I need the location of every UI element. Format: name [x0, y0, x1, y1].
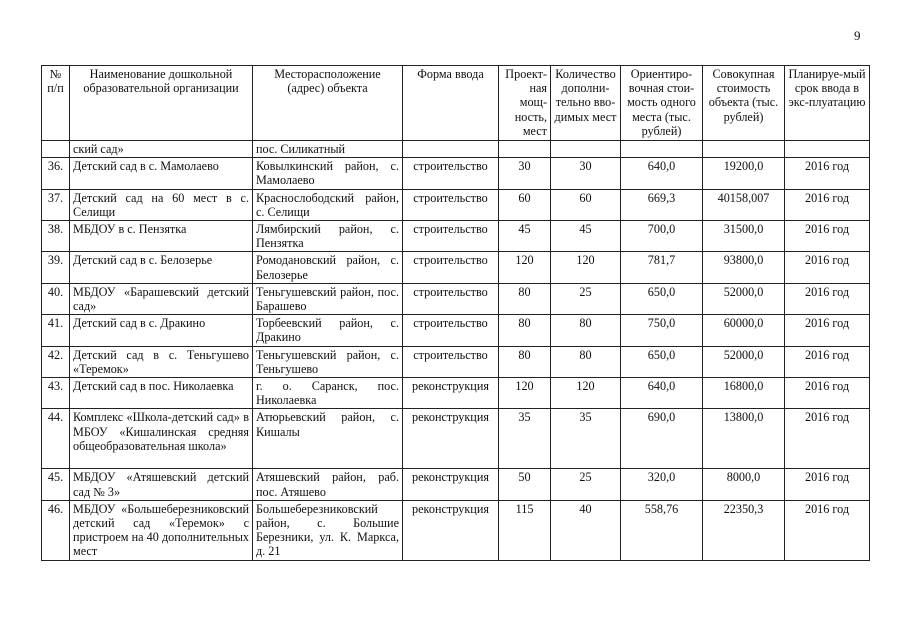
cell-total-cost: 60000,0 [703, 315, 785, 346]
cell-cost-per-place: 700,0 [621, 221, 703, 252]
cell-added: 25 [551, 283, 621, 314]
cell-cost-per-place: 690,0 [621, 409, 703, 469]
cell-num: 43. [42, 378, 70, 409]
cell-address: Торбеевский район, с. Дракино [253, 315, 403, 346]
cell-term: 2016 год [785, 315, 870, 346]
cell-term: 2016 год [785, 500, 870, 560]
cell-num: 42. [42, 346, 70, 377]
cell-term: 2016 год [785, 409, 870, 469]
cell-total-cost: 16800,0 [703, 378, 785, 409]
cell-total-cost: 19200,0 [703, 158, 785, 189]
cell-capacity: 60 [499, 189, 551, 220]
cell-name: МБДОУ «Большеберезниковский детский сад «Теремок» с пристроем на 40 дополнительных мест [70, 500, 253, 560]
cell-capacity: 30 [499, 158, 551, 189]
header-address: Месторасположение (адрес) объекта [253, 66, 403, 141]
cell-capacity: 80 [499, 315, 551, 346]
cell-form: реконструкция [403, 409, 499, 469]
cell-form: строительство [403, 221, 499, 252]
cell-added: 80 [551, 315, 621, 346]
cell-total-cost: 31500,0 [703, 221, 785, 252]
cell-cost-per-place: 320,0 [621, 469, 703, 500]
cell-address: пос. Силикатный [253, 141, 403, 158]
cell-name: Детский сад в с. Белозерье [70, 252, 253, 283]
cell-num: 40. [42, 283, 70, 314]
cell-address: Теньгушевский район, с. Теньгушево [253, 346, 403, 377]
table-row [42, 500, 870, 560]
cell-address: Большеберезниковский район, с. Большие Березники, ул. К. Маркса, д. 21 [253, 500, 403, 560]
table-row-continuation [42, 141, 870, 158]
cell-capacity: 120 [499, 252, 551, 283]
header-num: № п/п [42, 66, 70, 141]
cell-added: 120 [551, 252, 621, 283]
table-row [42, 221, 870, 252]
cell-added: 25 [551, 469, 621, 500]
kindergarten-table [41, 65, 870, 561]
table-header-row [42, 66, 870, 141]
cell-num: 45. [42, 469, 70, 500]
cell-term: 2016 год [785, 221, 870, 252]
table-row [42, 252, 870, 283]
cell-cost-per-place: 640,0 [621, 158, 703, 189]
page-number: 9 [854, 28, 861, 43]
cell-added: 40 [551, 500, 621, 560]
cell-form: строительство [403, 315, 499, 346]
header-name: Наименование дошкольной образовательной организации [70, 66, 253, 141]
cell-term: 2016 год [785, 252, 870, 283]
cell-term: 2016 год [785, 346, 870, 377]
cell-address: Лямбирский район, с. Пензятка [253, 221, 403, 252]
cell-added: 35 [551, 409, 621, 469]
header-term: Планируе-мый срок ввода в экс-плуатацию [785, 66, 870, 141]
header-form: Форма ввода [403, 66, 499, 141]
cell-num: 46. [42, 500, 70, 560]
table-row [42, 189, 870, 220]
cell-form: реконструкция [403, 469, 499, 500]
cell-num: 44. [42, 409, 70, 469]
cell-num: 36. [42, 158, 70, 189]
cell-address: Теньгушевский район, пос. Барашево [253, 283, 403, 314]
cell-name: МБДОУ в с. Пензятка [70, 221, 253, 252]
cell-name: Детский сад в пос. Николаевка [70, 378, 253, 409]
cell-cost-per-place: 750,0 [621, 315, 703, 346]
cell-total-cost: 8000,0 [703, 469, 785, 500]
cell-cost-per-place: 558,76 [621, 500, 703, 560]
table-row [42, 409, 870, 469]
cell-capacity: 35 [499, 409, 551, 469]
cell-capacity: 120 [499, 378, 551, 409]
cell-num: 41. [42, 315, 70, 346]
cell-added: 60 [551, 189, 621, 220]
table-row [42, 158, 870, 189]
cell-total-cost: 52000,0 [703, 283, 785, 314]
table-row [42, 315, 870, 346]
cell-address: Атяшевский район, раб. пос. Атяшево [253, 469, 403, 500]
cell-num: 38. [42, 221, 70, 252]
cell-term: 2016 год [785, 158, 870, 189]
table-row [42, 378, 870, 409]
cell-term: 2016 год [785, 189, 870, 220]
cell-added: 80 [551, 346, 621, 377]
cell-name: МБДОУ «Атяшевский детский сад № 3» [70, 469, 253, 500]
cell-added: 30 [551, 158, 621, 189]
cell-name: ский сад» [70, 141, 253, 158]
cell-capacity: 80 [499, 283, 551, 314]
cell-name: МБДОУ «Барашевский детский сад» [70, 283, 253, 314]
table-row [42, 346, 870, 377]
cell-form: реконструкция [403, 500, 499, 560]
cell-form: строительство [403, 283, 499, 314]
cell-total-cost: 93800,0 [703, 252, 785, 283]
header-total-cost: Совокупная стоимость объекта (тыс. рублей) [703, 66, 785, 141]
cell-form: реконструкция [403, 378, 499, 409]
cell-name: Комплекс «Школа-детский сад» в МБОУ «Кишалинская средняя общеобразовательная школа» [70, 409, 253, 469]
cell-name: Детский сад в с. Дракино [70, 315, 253, 346]
cell-address: Ковылкинский район, с. Мамолаево [253, 158, 403, 189]
cell-added: 120 [551, 378, 621, 409]
cell-capacity: 115 [499, 500, 551, 560]
header-cost-per-place: Ориентиро-вочная стои-мость одного места (тыс. рублей) [621, 66, 703, 141]
cell-total-cost: 40158,007 [703, 189, 785, 220]
header-capacity: Проект-ная мощ-ность, мест [499, 66, 551, 141]
cell-cost-per-place: 640,0 [621, 378, 703, 409]
table-row [42, 283, 870, 314]
cell-form: строительство [403, 346, 499, 377]
cell-term: 2016 год [785, 469, 870, 500]
cell-address: г. о. Саранск, пос. Николаевка [253, 378, 403, 409]
cell-address: Ромодановский район, с. Белозерье [253, 252, 403, 283]
cell-added: 45 [551, 221, 621, 252]
cell-name: Детский сад на 60 мест в с. Селищи [70, 189, 253, 220]
cell-cost-per-place: 650,0 [621, 283, 703, 314]
cell-term: 2016 год [785, 283, 870, 314]
cell-capacity: 80 [499, 346, 551, 377]
cell-cost-per-place: 650,0 [621, 346, 703, 377]
table-row [42, 469, 870, 500]
cell-num: 39. [42, 252, 70, 283]
header-added: Количество дополни-тельно вво-димых мест [551, 66, 621, 141]
cell-cost-per-place: 669,3 [621, 189, 703, 220]
cell-total-cost: 13800,0 [703, 409, 785, 469]
cell-capacity: 45 [499, 221, 551, 252]
cell-term: 2016 год [785, 378, 870, 409]
cell-address: Краснослободский район, с. Селищи [253, 189, 403, 220]
cell-capacity: 50 [499, 469, 551, 500]
cell-name: Детский сад в с. Теньгушево «Теремок» [70, 346, 253, 377]
cell-total-cost: 22350,3 [703, 500, 785, 560]
cell-form: строительство [403, 158, 499, 189]
cell-num: 37. [42, 189, 70, 220]
cell-address: Атюрьевский район, с. Кишалы [253, 409, 403, 469]
cell-form: строительство [403, 189, 499, 220]
cell-form: строительство [403, 252, 499, 283]
cell-cost-per-place: 781,7 [621, 252, 703, 283]
cell-total-cost: 52000,0 [703, 346, 785, 377]
cell-name: Детский сад в с. Мамолаево [70, 158, 253, 189]
